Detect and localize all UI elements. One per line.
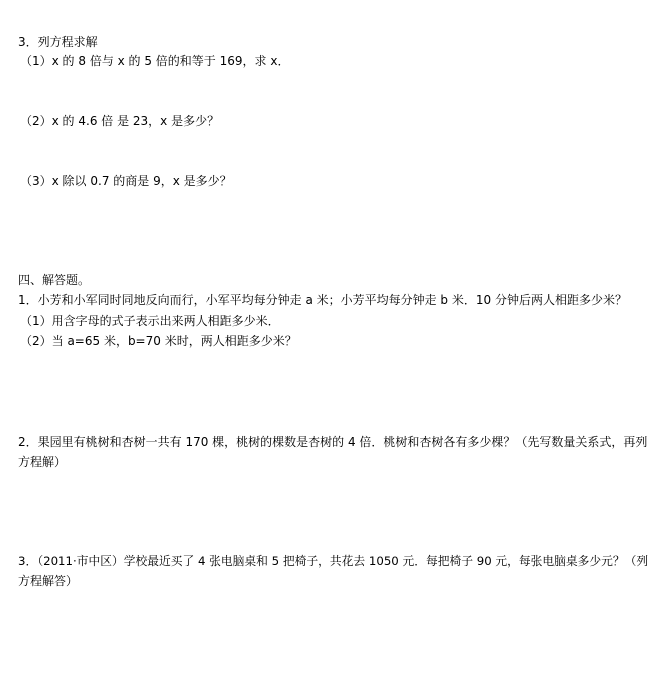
problem-1-stem: 1．小芳和小军同时同地反向而行，小军平均每分钟走 a 米；小芳平均每分钟走 b 米．10 分钟后两人相距多少米？ xyxy=(18,293,627,307)
problem-2-line-1: 2．果园里有桃树和杏树一共有 170 棵，桃树的棵数是杏树的 4 倍．桃树和杏树各有多少棵？（先写数量关系式，再列 xyxy=(18,435,648,449)
problem-1-sub-1: （1）用含字母的式子表示出来两人相距多少米． xyxy=(20,314,280,328)
problem-2-line-2: 方程解） xyxy=(18,455,67,469)
problem-1-sub-2: （2）当 a=65 米，b=70 米时，两人相距多少米？ xyxy=(20,334,297,348)
question-3-2: （2）x 的 4.6 倍 是 23，x 是多少？ xyxy=(20,114,220,128)
problem-3-line-1: 3．（2011·市中区）学校最近买了 4 张电脑桌和 5 把椅子，共花去 1050 元．每把椅子 90 元，每张电脑桌多少元？（列 xyxy=(18,554,649,568)
problem-3-line-2: 方程解答） xyxy=(18,574,79,588)
question-3-1: （1）x 的 8 倍与 x 的 5 倍的和等于 169，求 x． xyxy=(20,54,290,68)
question-3-3: （3）x 除以 0.7 的商是 9，x 是多少？ xyxy=(20,174,232,188)
section-4-heading: 四、解答题。 xyxy=(18,273,91,287)
section-3-heading: 3．列方程求解 xyxy=(18,35,98,49)
